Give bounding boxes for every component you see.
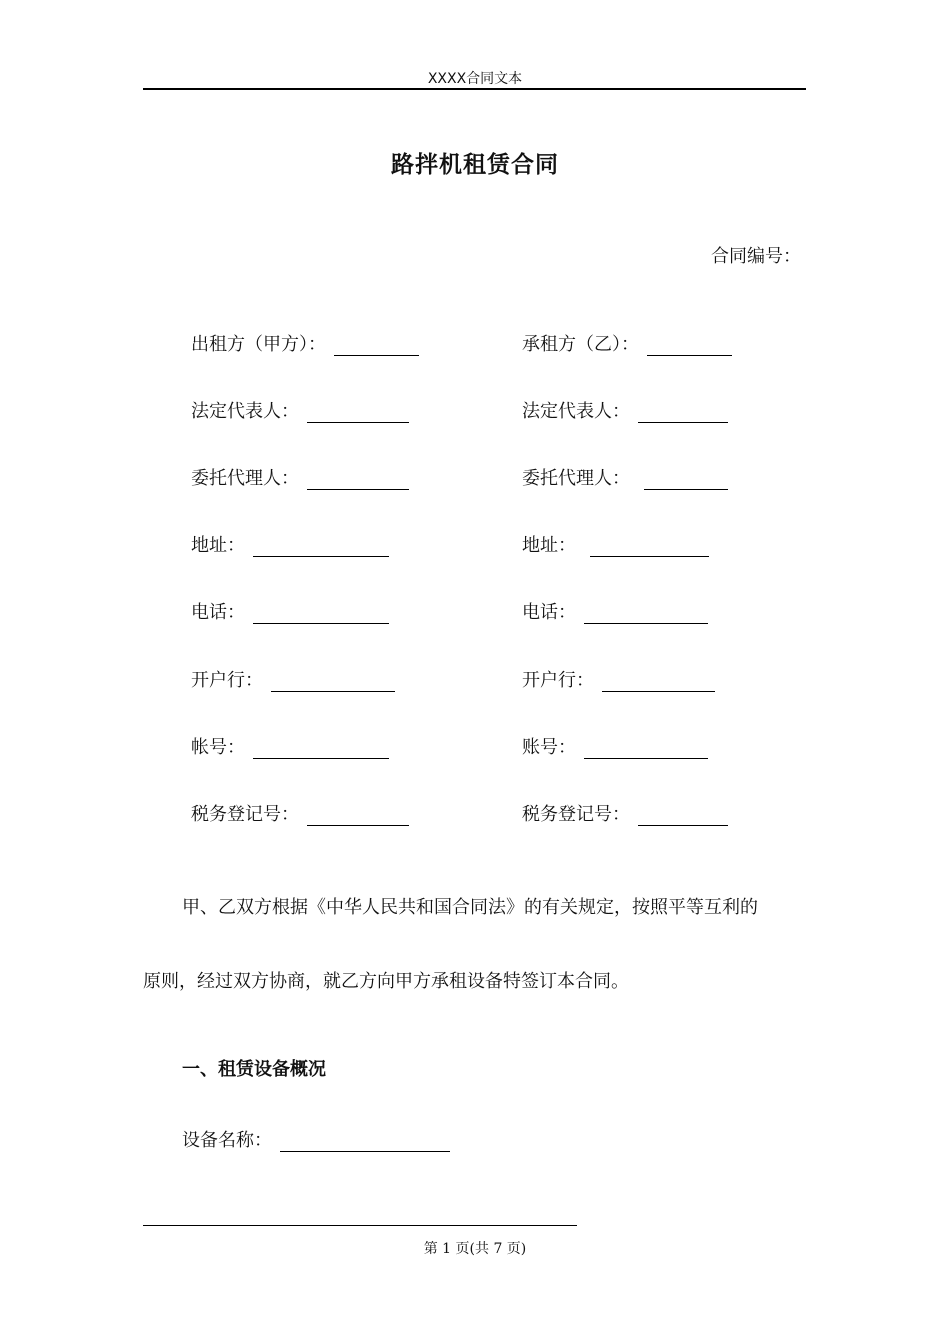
party-b-bank-blank[interactable] bbox=[602, 671, 715, 692]
party-a-bank-field bbox=[191, 666, 395, 692]
party-b-address-label: 地址： bbox=[522, 535, 576, 556]
party-a-account-label: 帐号： bbox=[191, 737, 245, 758]
party-a-phone-field bbox=[191, 598, 389, 624]
party-a-lessor-label: 出租方（甲方）： bbox=[191, 334, 326, 355]
party-a-account-field bbox=[191, 733, 389, 759]
party-a-phone-label: 电话： bbox=[191, 602, 245, 623]
footer-divider bbox=[143, 1225, 577, 1226]
party-a-agent-field bbox=[191, 464, 409, 490]
party-b-address-field bbox=[522, 531, 709, 557]
document-title: 路拌机租赁合同 bbox=[391, 152, 559, 178]
party-b-phone-blank[interactable] bbox=[584, 603, 708, 624]
party-b-account-label: 账号： bbox=[522, 737, 576, 758]
party-b-address-blank[interactable] bbox=[590, 536, 709, 557]
intro-line-2: 原则，经过双方协商，就乙方向甲方承租设备特签订本合同。 bbox=[143, 971, 629, 992]
party-b-agent-label: 委托代理人： bbox=[522, 468, 630, 489]
party-a-lessor-blank[interactable] bbox=[334, 335, 419, 356]
party-a-legal-rep-label: 法定代表人： bbox=[191, 401, 299, 422]
party-a-phone-blank[interactable] bbox=[253, 603, 389, 624]
party-b-lessee-blank[interactable] bbox=[647, 335, 732, 356]
party-b-tax-field bbox=[522, 800, 728, 826]
party-b-agent-field bbox=[522, 464, 728, 490]
party-a-address-label: 地址： bbox=[191, 535, 245, 556]
party-b-bank-label: 开户行： bbox=[522, 670, 594, 691]
party-a-tax-blank[interactable] bbox=[307, 805, 409, 826]
party-b-bank-field bbox=[522, 666, 715, 692]
party-a-tax-field bbox=[191, 800, 409, 826]
party-b-phone-label: 电话： bbox=[522, 602, 576, 623]
party-b-tax-label: 税务登记号： bbox=[522, 804, 630, 825]
party-b-account-field bbox=[522, 733, 708, 759]
party-a-legal-rep-field bbox=[191, 397, 409, 423]
page-header: XXXX合同文本 bbox=[427, 71, 523, 87]
party-a-address-blank[interactable] bbox=[253, 536, 389, 557]
party-b-lessee-label: 承租方（乙）： bbox=[522, 334, 639, 355]
party-b-phone-field bbox=[522, 598, 708, 624]
party-b-agent-blank[interactable] bbox=[644, 469, 728, 490]
contract-number-label: 合同编号： bbox=[711, 246, 801, 267]
intro-line-1: 甲、乙双方根据《中华人民共和国合同法》的有关规定，按照平等互利的 bbox=[182, 897, 758, 918]
device-name-field bbox=[182, 1126, 450, 1152]
party-b-account-blank[interactable] bbox=[584, 738, 708, 759]
party-a-agent-label: 委托代理人： bbox=[191, 468, 299, 489]
party-b-tax-blank[interactable] bbox=[638, 805, 728, 826]
party-a-address-field bbox=[191, 531, 389, 557]
device-name-label: 设备名称： bbox=[182, 1130, 272, 1151]
page-number: 第 1 页(共 7 页) bbox=[423, 1241, 527, 1257]
section-1-heading: 一、租赁设备概况 bbox=[182, 1059, 326, 1080]
header-divider bbox=[143, 88, 806, 90]
party-a-bank-label: 开户行： bbox=[191, 670, 263, 691]
party-a-bank-blank[interactable] bbox=[271, 671, 395, 692]
party-a-legal-rep-blank[interactable] bbox=[307, 402, 409, 423]
party-b-legal-rep-blank[interactable] bbox=[638, 402, 728, 423]
party-a-tax-label: 税务登记号： bbox=[191, 804, 299, 825]
party-a-lessor-field bbox=[191, 330, 419, 356]
party-a-agent-blank[interactable] bbox=[307, 469, 409, 490]
party-b-lessee-field bbox=[522, 330, 732, 356]
device-name-blank[interactable] bbox=[280, 1131, 450, 1152]
party-b-legal-rep-field bbox=[522, 397, 728, 423]
party-a-account-blank[interactable] bbox=[253, 738, 389, 759]
party-b-legal-rep-label: 法定代表人： bbox=[522, 401, 630, 422]
